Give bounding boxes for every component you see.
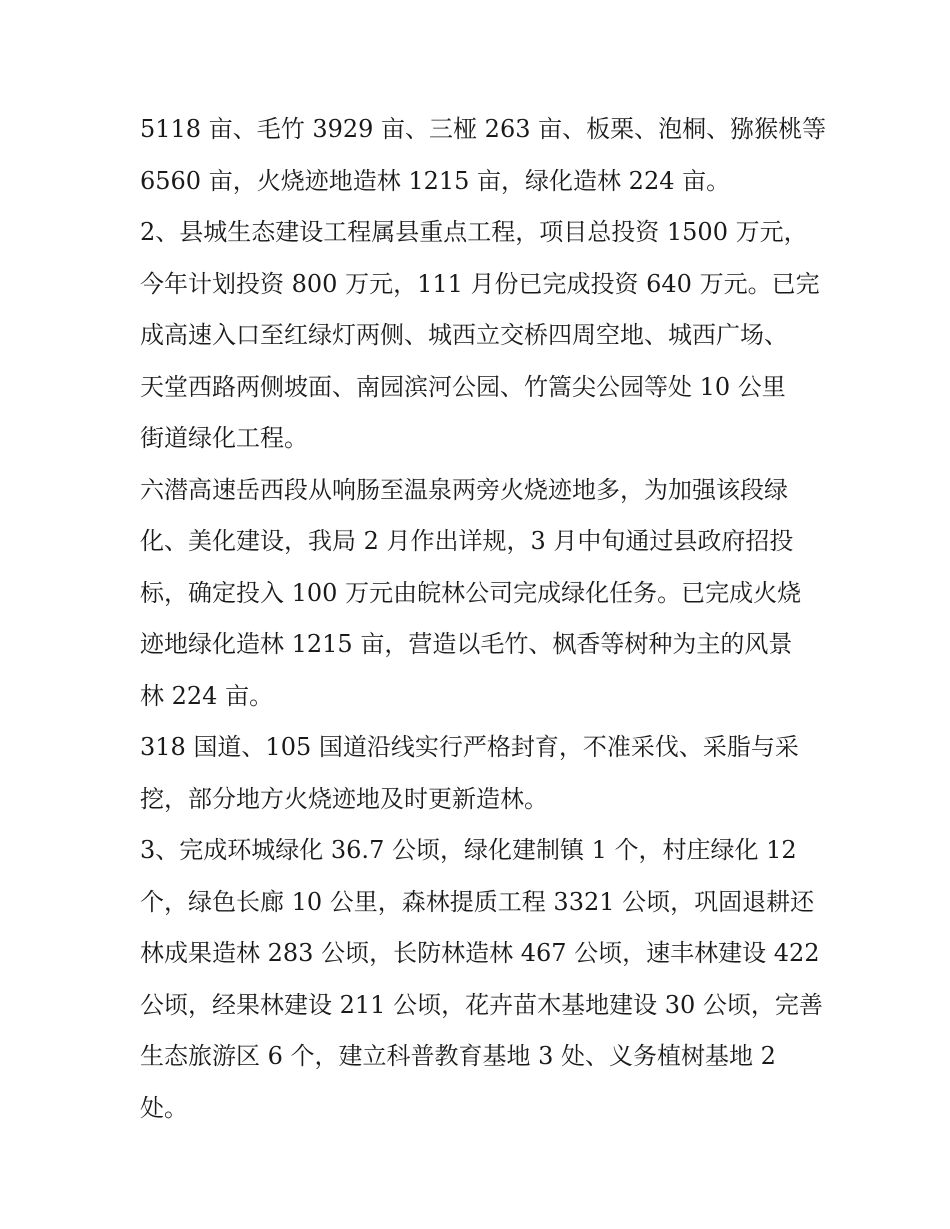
text-line: 个，绿色长廊 10 公里，森林提质工程 3321 公顷，巩固退耕还	[140, 887, 815, 916]
document-body	[140, 104, 830, 1134]
text-line: 生态旅游区 6 个，建立科普教育基地 3 处、义务植树基地 2	[140, 1042, 776, 1070]
text-line: 318 国道、105 国道沿线实行严格封育，不准采伐、采脂与采	[140, 733, 799, 761]
text-line: 标，确定投入 100 万元由皖林公司完成绿化任务。已完成火烧	[140, 578, 802, 607]
text-line: 六潜高速岳西段从响肠至温泉两旁火烧迹地多，为加强该段绿	[140, 475, 788, 504]
text-line: 处。	[140, 1093, 188, 1122]
text-line: 天堂西路两侧坡面、南园滨河公园、竹篙尖公园等处 10 公里	[140, 372, 786, 401]
text-line: 3、完成环城绿化 36.7 公顷，绿化建制镇 1 个，村庄绿化 12	[140, 836, 797, 864]
text-line: 林成果造林 283 公顷，长防林造林 467 公顷，速丰林建设 422	[140, 939, 820, 967]
text-line: 2、县城生态建设工程属县重点工程，项目总投资 1500 万元，	[140, 218, 808, 246]
text-line: 今年计划投资 800 万元，111 月份已完成投资 640 万元。已完	[140, 269, 820, 298]
text-line: 街道绿化工程。	[140, 424, 308, 452]
text-line: 5118 亩、毛竹 3929 亩、三桠 263 亩、板栗、泡桐、猕猴桃等	[140, 115, 827, 143]
text-line: 林 224 亩。	[140, 681, 274, 710]
text-line: 迹地绿化造林 1215 亩，营造以毛竹、枫香等树种为主的风景	[140, 630, 793, 658]
text-line: 6560 亩，火烧迹地造林 1215 亩，绿化造林 224 亩。	[140, 166, 731, 195]
text-line: 成高速入口至红绿灯两侧、城西立交桥四周空地、城西广场、	[140, 321, 788, 349]
text-line: 化、美化建设，我局 2 月作出详规，3 月中旬通过县政府招投	[140, 527, 794, 555]
text-line: 挖，部分地方火烧迹地及时更新造林。	[140, 784, 548, 813]
text-line: 公顷，经果林建设 211 公顷，花卉苗木基地建设 30 公顷，完善	[140, 990, 823, 1019]
